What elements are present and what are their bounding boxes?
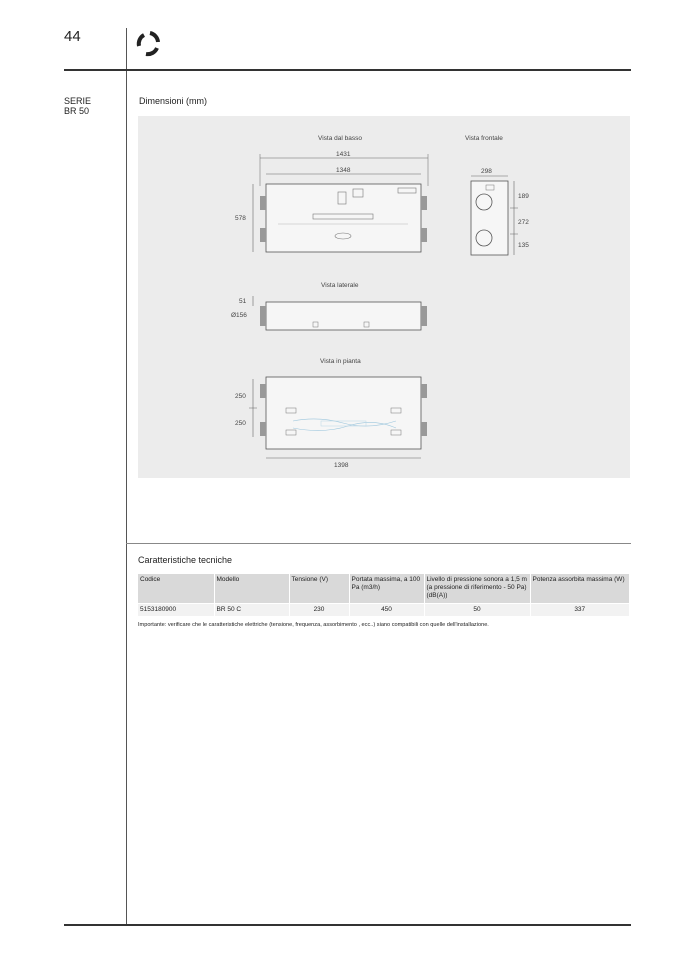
section-divider — [126, 543, 631, 544]
table-row — [138, 604, 630, 617]
page-number: 44 — [64, 28, 81, 45]
unit-bottom-view — [266, 184, 421, 252]
dimensions-title: Dimensioni (mm) — [139, 96, 208, 106]
technical-drawing — [138, 116, 630, 478]
dim-1348: 1348 — [336, 167, 351, 174]
dim-156: Ø156 — [231, 312, 247, 319]
dim-250-a: 250 — [235, 393, 246, 400]
dim-135: 135 — [518, 242, 529, 249]
vertical-rule — [126, 28, 127, 926]
circular-arrows-logo-icon — [133, 28, 163, 58]
dim-250-b: 250 — [235, 420, 246, 427]
view-front-label: Vista frontale — [465, 135, 503, 142]
spec-table — [138, 574, 630, 616]
dim-578: 578 — [235, 215, 246, 222]
header-power: Potenza assorbita massima (W) — [530, 574, 630, 604]
cell-noise: 50 — [424, 604, 530, 617]
dim-1398: 1398 — [334, 462, 349, 469]
cell-code: 5153180900 — [138, 604, 214, 617]
dim-298: 298 — [481, 168, 492, 175]
cell-voltage: 230 — [289, 604, 349, 617]
bottom-rule — [64, 924, 631, 926]
dim-272: 272 — [518, 219, 529, 226]
view-side-label: Vista laterale — [321, 282, 359, 289]
important-note: Importante: verificare che le caratteristiche elettriche (tensione, frequenza, assorbimento , ecc..) siano compatibili con quelle dell'installazione. — [138, 622, 489, 628]
series-label — [64, 96, 91, 116]
dim-189: 189 — [518, 193, 529, 200]
header-voltage: Tensione (V) — [289, 574, 349, 604]
header-code: Codice — [138, 574, 214, 604]
dim-1431: 1431 — [336, 151, 351, 158]
header-flow: Portata massima, a 100 Pa (m3/h) — [349, 574, 424, 604]
spec-title: Caratteristiche tecniche — [138, 555, 233, 565]
header-model: Modello — [214, 574, 289, 604]
series-line2: BR 50 — [64, 106, 90, 116]
dim-51: 51 — [239, 298, 247, 305]
view-plan-label: Vista in pianta — [320, 358, 361, 365]
cell-flow: 450 — [349, 604, 424, 617]
top-rule — [64, 69, 631, 71]
cell-power: 337 — [530, 604, 630, 617]
header-noise: Livello di pressione sonora a 1,5 m (a pressione di riferimento - 50 Pa)(dB(A)) — [424, 574, 530, 604]
view-bottom-label: Vista dal basso — [318, 135, 362, 142]
cell-model: BR 50 C — [214, 604, 289, 617]
spec-header-row — [138, 574, 630, 604]
series-line1: SERIE — [64, 96, 92, 106]
unit-side-view — [266, 302, 421, 330]
